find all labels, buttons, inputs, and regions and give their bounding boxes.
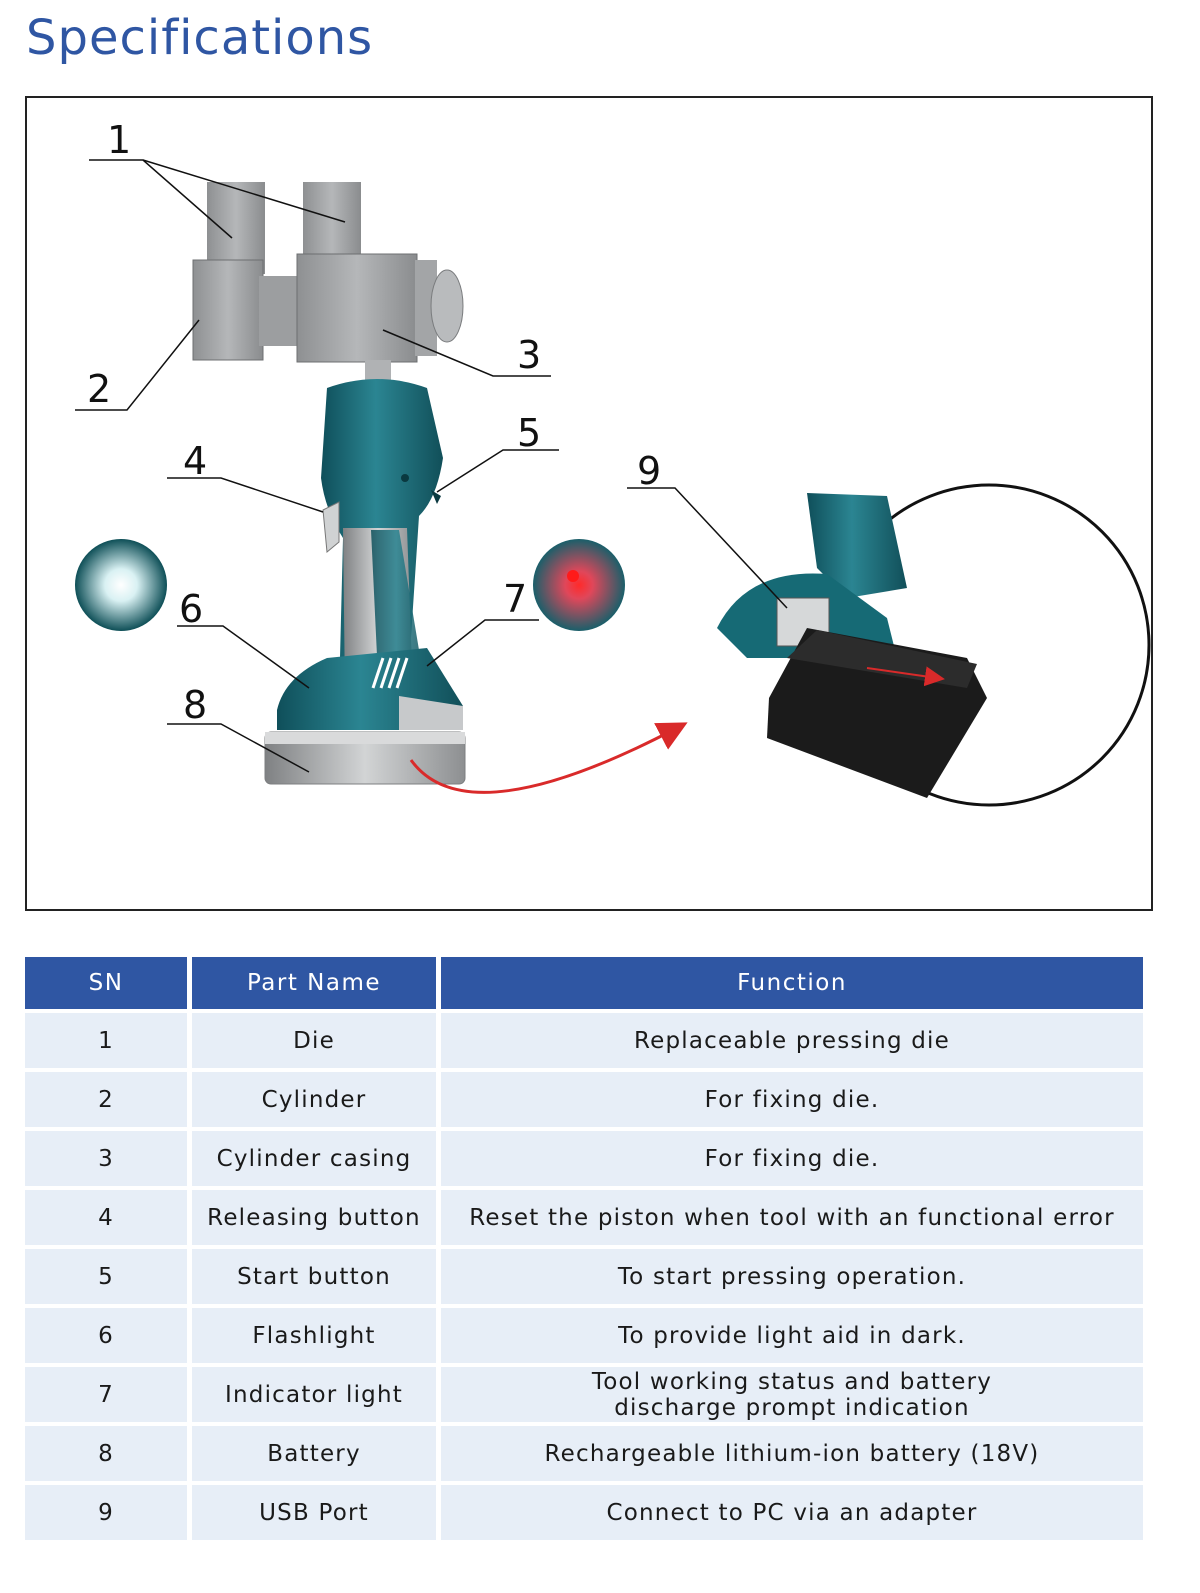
tool-diagram [25,96,1153,911]
table-row [25,1249,1143,1304]
header-part-name: Part Name [192,957,436,1009]
cell-sn: 8 [25,1426,187,1481]
page-title: Specifications [26,10,374,66]
cell-part-name: Battery [192,1426,436,1481]
table-row [25,1308,1143,1363]
cylinder-part [193,260,299,360]
indicator-light-inset [533,539,625,631]
cell-function: For fixing die. [441,1131,1143,1186]
cell-part-name: USB Port [192,1485,436,1540]
callout-6: 6 [179,587,204,631]
cell-sn: 2 [25,1072,187,1127]
table-row [25,1072,1143,1127]
callout-9: 9 [637,449,662,493]
callout-1: 1 [107,118,132,162]
table-row [25,1131,1143,1186]
header-function: Function [441,957,1143,1009]
cell-sn: 5 [25,1249,187,1304]
table-row [25,1190,1143,1245]
callout-3: 3 [517,333,542,377]
table-row [25,1426,1143,1481]
cell-sn: 3 [25,1131,187,1186]
cell-function: Rechargeable lithium-ion battery (18V) [441,1426,1143,1481]
cell-part-name: Cylinder [192,1072,436,1127]
table-row [25,1367,1143,1422]
cell-function: For fixing die. [441,1072,1143,1127]
usb-port-zoom [717,485,1149,805]
callout-4: 4 [183,439,208,483]
cell-part-name: Indicator light [192,1367,436,1422]
cell-sn: 1 [25,1013,187,1068]
cell-function: Connect to PC via an adapter [441,1485,1143,1540]
cell-part-name: Start button [192,1249,436,1304]
cell-part-name: Releasing button [192,1190,436,1245]
cell-sn: 6 [25,1308,187,1363]
table-row [25,1013,1143,1068]
table-header-row [25,957,1143,1009]
cell-sn: 4 [25,1190,187,1245]
callout-5: 5 [517,411,542,455]
cell-function: Replaceable pressing die [441,1013,1143,1068]
cell-part-name: Die [192,1013,436,1068]
cell-function: Tool working status and battery discharge prompt indication [441,1367,1143,1422]
callout-2: 2 [87,367,112,411]
header-sn: SN [25,957,187,1009]
cylinder-casing-part [297,254,463,382]
callout-8: 8 [183,683,208,727]
battery-part [265,732,465,784]
cell-function: To start pressing operation. [441,1249,1143,1304]
cell-function: To provide light aid in dark. [441,1308,1143,1363]
tool-illustration [27,98,1151,909]
cell-sn: 7 [25,1367,187,1422]
cell-part-name: Flashlight [192,1308,436,1363]
table-row [25,1485,1143,1540]
cell-sn: 9 [25,1485,187,1540]
specifications-table [20,953,1148,1544]
releasing-button [323,502,339,552]
tool-body [277,379,463,730]
callout-7: 7 [503,577,528,621]
cell-part-name: Cylinder casing [192,1131,436,1186]
cell-function: Reset the piston when tool with an functional error [441,1190,1143,1245]
flashlight-inset [75,539,167,631]
